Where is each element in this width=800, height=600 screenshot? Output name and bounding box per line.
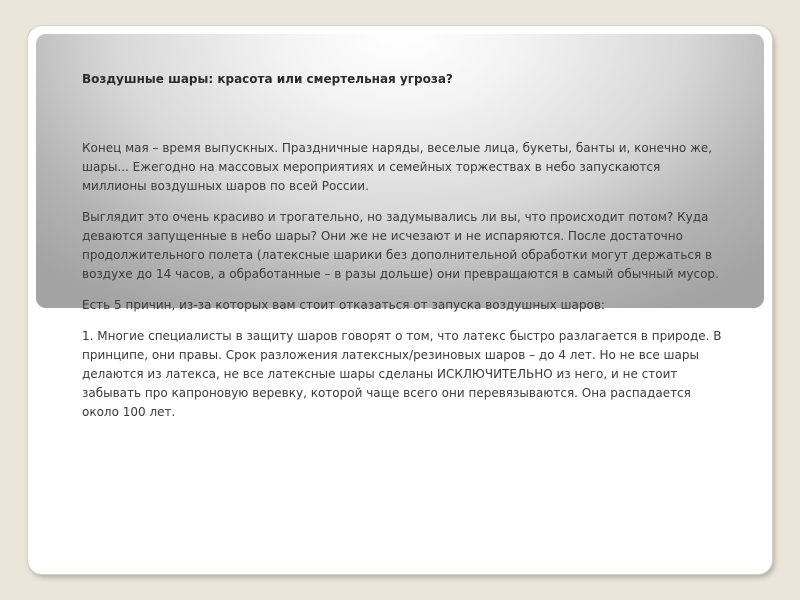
paragraph-reason-1: 1. Многие специалисты в защиту шаров говорят о том, что латекс быстро разлагается в природе. В принципе, они правы. Срок разложения латексных/резиновых шаров – до 4 лет. Но не все шары делаются из латекса, не все латексные шары сделаны ИСКЛЮЧИТЕЛЬНО из него, и не стоит забывать про капроновую веревку, которой чаще всего они перевязываются. Она распадается около 100 лет. — [82, 329, 722, 419]
slide — [28, 26, 772, 574]
paragraph-reasons-lead: Есть 5 причин, из-за которых вам стоит отказаться от запуска воздушных шаров: — [82, 298, 605, 312]
paragraph-intro: Конец мая – время выпускных. Праздничные наряды, веселые лица, букеты, банты и, конечно же, шары... Ежегодно на массовых мероприятиях и семейных торжествах в небо запускаются миллионы воздушных шаров по всей России. — [82, 141, 713, 193]
slide-content — [82, 70, 722, 422]
slide-title: Воздушные шары: красота или смертельная угроза? — [82, 72, 453, 86]
paragraph-question: Выглядит это очень красиво и трогательно, но задумывались ли вы, что происходит потом? Куда деваются запущенные в небо шары? Они же не исчезают и не испаряются. После достаточно продолжительного полета (латексные шарики без дополнительной обработки могут держаться в воздухе до 14 часов, а обработанные – в разы дольше) они превращаются в самый обычный мусор. — [82, 210, 719, 281]
